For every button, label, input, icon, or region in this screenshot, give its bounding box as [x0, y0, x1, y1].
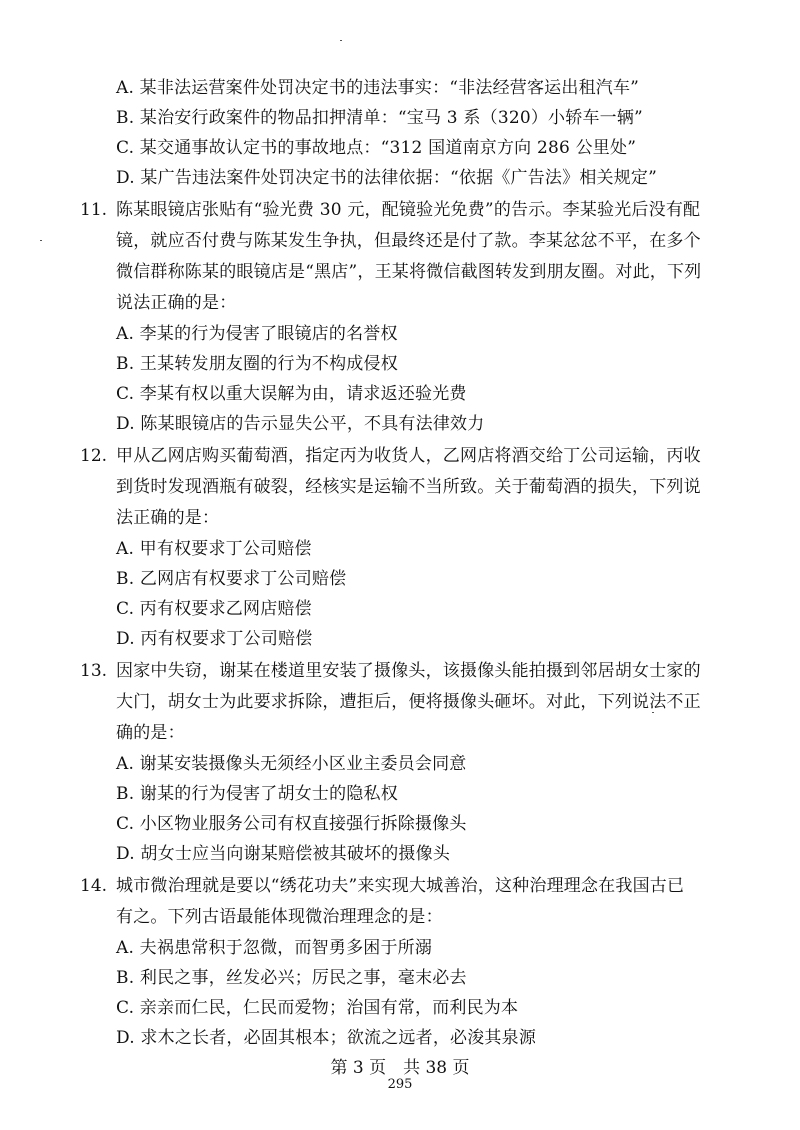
- q13-stem-line-1: 因家中失窃，谢某在楼道里安装了摄像头，该摄像头能拍摄到邻居胡女士家的: [116, 661, 701, 681]
- q11-option-a: A. 李某的行为侵害了眼镜店的名誉权: [116, 324, 398, 344]
- q14-option-b: B. 利民之事，丝发必兴；厉民之事，毫末必去: [116, 968, 467, 988]
- q12-option-d: D. 丙有权要求丁公司赔偿: [116, 629, 313, 649]
- q14-stem-line-2: 有之。下列古语最能体现微治理理念的是：: [116, 907, 443, 927]
- scan-speck: [40, 240, 42, 241]
- q11-option-b: B. 王某转发朋友圈的行为不构成侵权: [116, 354, 398, 374]
- page-label: 第 3 页 共 38 页: [330, 1058, 470, 1078]
- q12-option-b: B. 乙网店有权要求丁公司赔偿: [116, 569, 347, 589]
- scan-speck: [340, 40, 342, 41]
- q12-stem-line-3: 法正确的是：: [116, 508, 220, 528]
- q11-stem-line-2: 镜，就应否付费与陈某发生争执，但最终还是付了款。李某忿忿不平，在多个: [116, 231, 701, 251]
- q14-number: 14.: [80, 876, 108, 896]
- q14-option-a: A. 夫祸患常积于忽微，而智勇多困于所溺: [116, 938, 433, 958]
- q11-stem-line-4: 说法正确的是：: [116, 293, 237, 313]
- q12-number: 12.: [80, 446, 108, 466]
- q11-stem-line-1: 陈某眼镜店张贴有“验光费 30 元，配镜验光免费”的告示。李某验光后没有配: [116, 200, 701, 220]
- q12-option-a: A. 甲有权要求丁公司赔偿: [116, 539, 312, 559]
- q10-option-a: A. 某非法运营案件处罚决定书的违法事实：“非法经营客运出租汽车”: [116, 78, 640, 98]
- q10-option-c: C. 某交通事故认定书的事故地点：“312 国道南京方向 286 公里处”: [116, 138, 637, 158]
- q10-option-b: B. 某治安行政案件的物品扣押清单：“宝马 3 系（320）小轿车一辆”: [116, 108, 643, 128]
- q13-option-b: B. 谢某的行为侵害了胡女士的隐私权: [116, 784, 398, 804]
- q10-option-d: D. 某广告违法案件处罚决定书的法律依据：“依据《广告法》相关规定”: [116, 168, 658, 188]
- q11-number: 11.: [80, 200, 108, 220]
- q12-option-c: C. 丙有权要求乙网店赔偿: [116, 599, 312, 619]
- q13-number: 13.: [80, 661, 108, 681]
- q12-stem-line-2: 到货时发现酒瓶有破裂，经核实是运输不当所致。关于葡萄酒的损失，下列说: [116, 477, 701, 497]
- q13-stem-line-3: 确的是：: [116, 723, 185, 743]
- q11-stem-line-3: 微信群称陈某的眼镜店是“黑店”，王某将微信截图转发到朋友圈。对此，下列: [116, 262, 702, 282]
- q14-option-c: C. 亲亲而仁民，仁民而爱物；治国有常，而利民为本: [116, 998, 519, 1018]
- page-number: 295: [387, 1077, 413, 1092]
- q12-stem-line-1: 甲从乙网店购买葡萄酒，指定丙为收货人，乙网店将酒交给丁公司运输，丙收: [116, 446, 701, 466]
- q14-option-d: D. 求木之长者，必固其根本；欲流之远者，必浚其泉源: [116, 1028, 537, 1048]
- q11-option-d: D. 陈某眼镜店的告示显失公平，不具有法律效力: [116, 414, 485, 434]
- q14-stem-line-1: 城市微治理就是要以“绣花功夫”来实现大城善治，这种治理理念在我国古已: [116, 876, 685, 896]
- scan-speck: [652, 712, 654, 713]
- q11-option-c: C. 李某有权以重大误解为由，请求返还验光费: [116, 384, 467, 404]
- q13-option-d: D. 胡女士应当向谢某赔偿被其破坏的摄像头: [116, 844, 451, 864]
- q13-option-a: A. 谢某安装摄像头无须经小区业主委员会同意: [116, 754, 467, 774]
- q13-option-c: C. 小区物业服务公司有权直接强行拆除摄像头: [116, 814, 467, 834]
- q13-stem-line-2: 大门，胡女士为此要求拆除，遭拒后，便将摄像头砸坏。对此，下列说法不正: [116, 692, 701, 712]
